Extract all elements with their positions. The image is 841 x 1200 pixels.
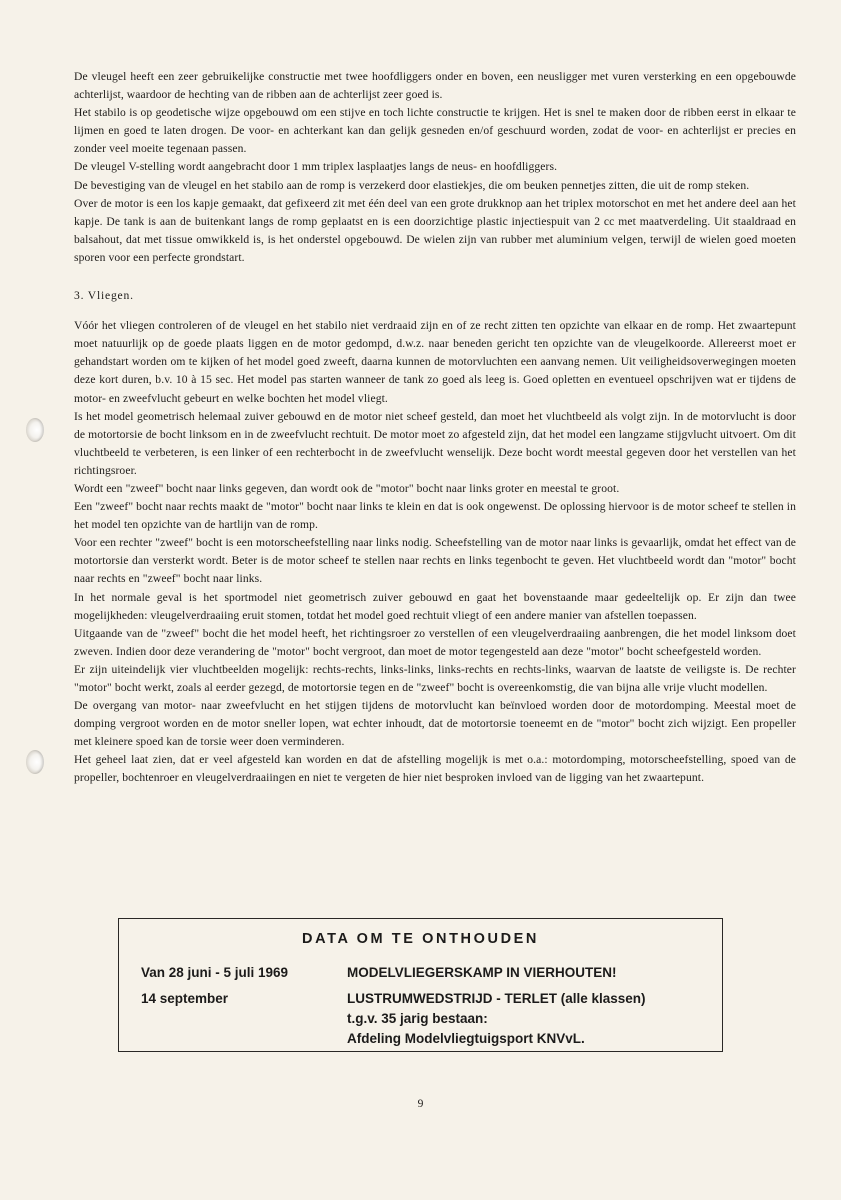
event-date: Van 28 juni - 5 juli 1969 [141, 965, 289, 980]
paragraph: De vleugel heeft een zeer gebruikelijke constructie met twee hoofdliggers onder en boven, een neusligger met vuren versterking en een opgebouwde achterlijst, waardoor de hechting van de ribben aan de achterlijst zeer goed is. [74, 70, 796, 102]
paragraph: Over de motor is een los kapje gemaakt, dat gefixeerd zit met één deel van een grote drukknop aan het triplex motorschot en met het andere deel aan het kapje. De tank is aan de buitenkant langs de romp geplaatst en is een doorzichtige plastic injectiespuit van 2 cc met maatverdeling. Uit staaldraad en balsahout, dat met tissue omwikkeld is, is het onderstel opgebouwd. De wielen zijn van rubber met aluminium velgen, terwijl de wielen goed moeten sporen voor een perfecte grondstart. [74, 196, 796, 264]
event-detail: t.g.v. 35 jarig bestaan: [347, 1011, 488, 1026]
punch-hole-top [26, 418, 44, 442]
notice-title: DATA OM TE ONTHOUDEN [302, 931, 539, 947]
section-heading: 3. Vliegen. [74, 289, 134, 303]
paragraph: Uitgaande van de "zweef" bocht die het model heeft, het richtingsroer zo verstellen of een vleugelverdraaiing aanbrengen, die het model linksom doet zweven. Indien door deze verandering de "motor" bocht vergroot, dan moet de motor tegengesteld aan deze "motor" bocht scheefgesteld worden. [74, 626, 796, 658]
event-name: MODELVLIEGERSKAMP IN VIERHOUTEN! [347, 965, 617, 980]
paragraph: Vóór het vliegen controleren of de vleugel en het stabilo niet verdraaid zijn en of ze recht zitten ten opzichte van elkaar en de romp. Het zwaartepunt moet natuurlijk op de goede plaats liggen en de motor gedompd, d.w.z. naar beneden gericht ten opzichte van de vleugelkoorde. Allereerst moet er gehandstart worden om te kijken of het model goed zweeft, daarna kunnen de motorvluchten een aanvang nemen. Uit veiligheidsoverwegingen moeten deze kort duren, b.v. 10 à 15 sec. Het model pas starten wanneer de tank zo goed als leeg is. Goed opletten en eventueel opschrijven wat er tijdens de motor- en zweefvlucht gebeurt en welke bochten het model vliegt. [74, 319, 796, 405]
event-organizer: Afdeling Modelvliegtuigsport KNVvL. [347, 1031, 585, 1046]
paragraph: Wordt een "zweef" bocht naar links gegeven, dan wordt ook de "motor" bocht naar links groter en meestal te groot. [74, 481, 620, 495]
event-date: 14 september [141, 991, 229, 1006]
paragraph: De vleugel V-stelling wordt aangebracht door 1 mm triplex lasplaatjes langs de neus- en hoofdliggers. [74, 160, 558, 174]
paragraph: Het stabilo is op geodetische wijze opgebouwd om een stijve en toch lichte constructie te krijgen. Het is snel te maken door de ribben eerst in elkaar te lijmen en goed te laten drogen. De voor- en achterkant kan dan gelijk gesneden en/of geschuurd worden, zodat de voor- en achterlijst er precies en zonder veel moeite tegenaan passen. [74, 106, 796, 156]
paragraph: In het normale geval is het sportmodel niet geometrisch zuiver gebouwd en gaat het bovenstaande maar gedeeltelijk op. Er zijn dan twee mogelijkheden: vleugelverdraaiing eruit stomen, totdat het model goed rechtuit vliegt of een andere manier van afstellen toepassen. [74, 590, 796, 622]
paragraph: Voor een rechter "zweef" bocht is een motorscheefstelling naar links nodig. Scheefstelling van de motor naar links is gevaarlijk, omdat het effect van de motortorsie dan versterkt wordt. Beter is de motor scheef te stellen naar rechts en links tegenbocht te geven. Het vluchtbeeld wordt dan "motor" bocht naar rechts en "zweef" bocht naar links. [74, 536, 796, 586]
event-name: LUSTRUMWEDSTRIJD - TERLET (alle klassen) [347, 991, 646, 1006]
paragraph: De overgang van motor- naar zweefvlucht en het stijgen tijdens de motorvlucht kan beïnvloed worden door de motordomping. Meestal moet de domping vergroot worden en de motor sneller lopen, wat echter inhoudt, dat de motortorsie toeneemt en de "motor" bocht zich wijzigt. Een propeller met kleinere spoed kan de torsie weer doen verminderen. [74, 699, 796, 749]
paragraph: Er zijn uiteindelijk vier vluchtbeelden mogelijk: rechts-rechts, links-links, links-rechts en rechts-links, waarvan de laatste de veiligste is. De rechter "motor" bocht werkt, zoals al eerder gezegd, de motortorsie tegen en de "zweef" bocht is overeenkomstig, die van bijna alle vrije vlucht modellen. [74, 662, 796, 694]
paragraph: Is het model geometrisch helemaal zuiver gebouwd en de motor niet scheef gesteld, dan moet het vluchtbeeld als volgt zijn. In de motorvlucht is door de motortorsie de bocht linksom en in de zweefvlucht rechtuit. De motor moet zo afgesteld zijn, dat het model een langzame stijgvlucht uitvoert. Om dit vluchtbeeld te verbeteren, is een linker of een rechterbocht in de zweefvlucht wenselijk. Deze bocht wordt meestal gegeven door het verstellen van het richtingsroer. [74, 409, 796, 477]
paragraph: Het geheel laat zien, dat er veel afgesteld kan worden en dat de afstelling mogelijk is met o.a.: motordomping, motorscheefstelling, spoed van de propeller, bochtenroer en vleugelverdraaiingen en niet te vergeten de hier niet besproken invloed van de ligging van het zwaartepunt. [74, 753, 796, 785]
dates-notice-box [118, 918, 723, 1052]
article-text [74, 68, 796, 788]
punch-hole-bottom [26, 750, 44, 774]
paragraph: Een "zweef" bocht naar rechts maakt de "motor" bocht naar links te klein en dat is ook ongewenst. De oplossing hiervoor is de motor scheef te stellen in het model ten opzichte van de hartlijn van de romp. [74, 500, 796, 532]
paragraph: De bevestiging van de vleugel en het stabilo aan de romp is verzekerd door elastiekjes, die om beuken pennetjes zitten, die uit de romp steken. [74, 178, 750, 192]
page-number: 9 [417, 1098, 424, 1110]
